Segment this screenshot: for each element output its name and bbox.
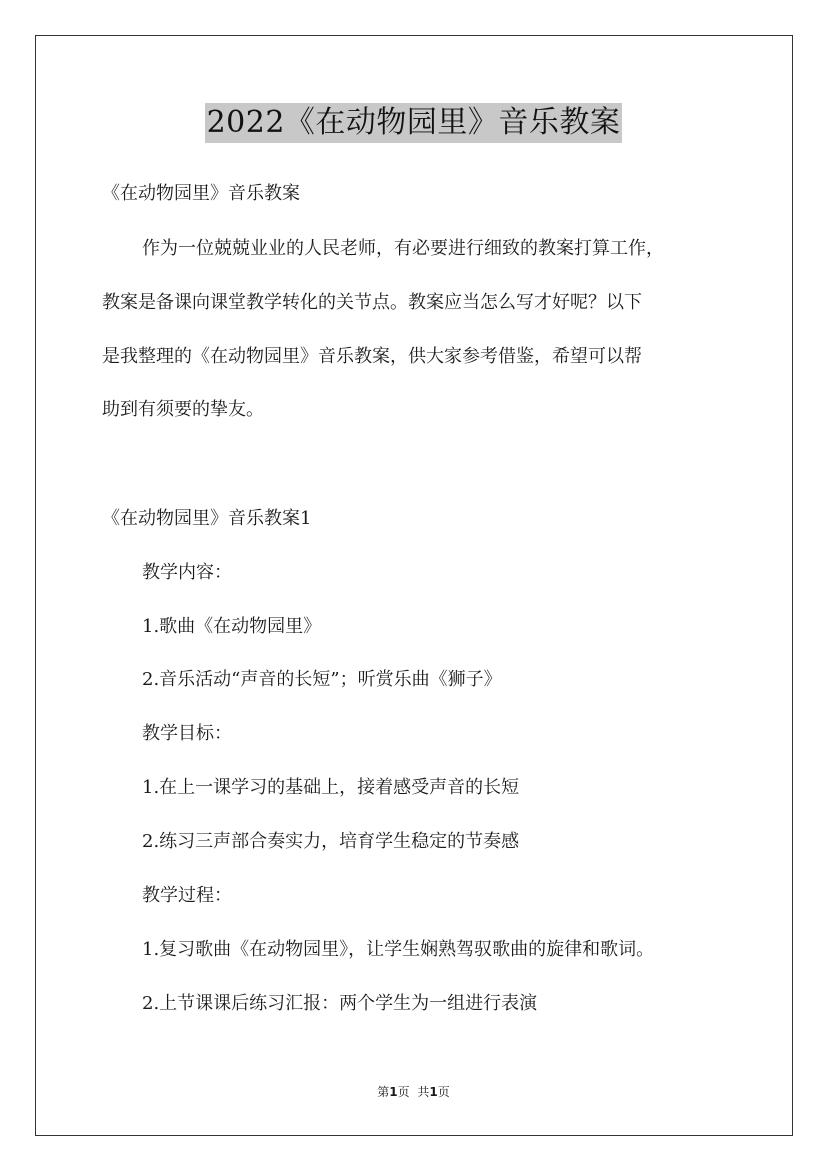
item-process-1: 1.复习歌曲《在动物园里》，让学生娴熟驾驭歌曲的旋律和歌词。 xyxy=(142,939,655,960)
item-content-2: 2.音乐活动“声音的长短”；听赏乐曲《狮子》 xyxy=(142,669,502,690)
intro-line-3: 是我整理的《在动物园里》音乐教案，供大家参考借鉴，希望可以帮 xyxy=(102,346,642,367)
footer-page-suffix: 页 xyxy=(397,1085,410,1099)
footer-page-prefix: 第 xyxy=(377,1085,390,1099)
intro-line-2: 教案是备课向课堂教学转化的关节点。教案应当怎么写才好呢？以下 xyxy=(102,292,642,313)
intro-line-1: 作为一位兢兢业业的人民老师，有必要进行细致的教案打算工作， xyxy=(142,238,664,259)
item-goal-1: 1.在上一课学习的基础上，接着感受声音的长短 xyxy=(142,777,520,798)
item-content-1: 1.歌曲《在动物园里》 xyxy=(142,616,322,637)
item-teaching-content: 教学内容： xyxy=(142,562,232,583)
title-container xyxy=(0,103,827,143)
item-teaching-process: 教学过程： xyxy=(142,885,232,906)
item-process-2: 2.上节课课后练习汇报：两个学生为一组进行表演 xyxy=(142,993,538,1014)
item-teaching-goals: 教学目标： xyxy=(142,723,232,744)
footer-page-total: 1 xyxy=(429,1085,438,1099)
section-heading: 《在动物园里》音乐教案1 xyxy=(102,508,312,529)
item-goal-2: 2.练习三声部合奏实力，培育学生稳定的节奏感 xyxy=(142,831,520,852)
footer-total-suffix: 页 xyxy=(437,1085,450,1099)
intro-line-4: 助到有须要的挚友。 xyxy=(102,399,264,420)
document-title: 2022《在动物园里》音乐教案 xyxy=(205,103,623,143)
footer-page-number: 1 xyxy=(389,1085,398,1099)
footer-total-prefix: 共 xyxy=(417,1085,430,1099)
page-footer xyxy=(0,1084,827,1100)
subtitle: 《在动物园里》音乐教案 xyxy=(102,183,300,204)
